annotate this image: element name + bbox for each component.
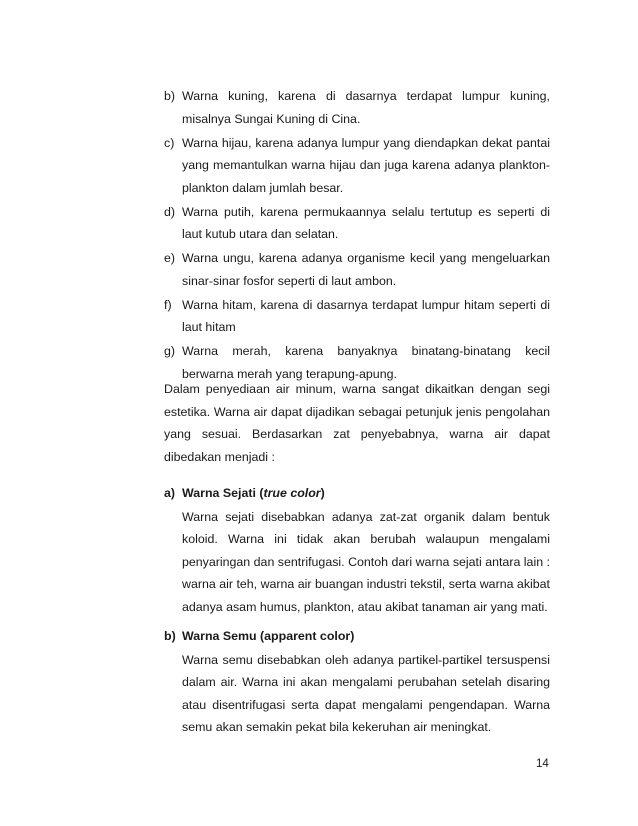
section-title	[182, 482, 325, 505]
page-number: 14	[536, 758, 549, 770]
list-item	[164, 294, 550, 339]
section-apparent-color	[164, 625, 550, 739]
list-item	[164, 247, 550, 292]
list-marker: f)	[164, 297, 172, 312]
list-item-text: Warna hijau, karena adanya lumpur yang diendapkan dekat pantai yang memantulkan warna hijau dan juga karena adanya plankton-plankton dalam jumlah besar.	[182, 135, 550, 195]
list-item	[164, 132, 550, 200]
list-item-text: Warna kuning, karena di dasarnya terdapat lumpur kuning, misalnya Sungai Kuning di Cina.	[182, 89, 550, 126]
intro-paragraph: Dalam penyediaan air minum, warna sangat dikaitkan dengan segi estetika. Warna air dapat dijadikan sebagai petunjuk jenis pengolahan yang sesuai. Berdasarkan zat penyebabnya, warna air dapat dibedakan menjadi :	[164, 382, 550, 464]
list-item-text: Warna putih, karena permukaannya selalu tertutup es seperti di laut kutub utara dan selatan.	[182, 204, 550, 241]
list-marker: b)	[164, 89, 176, 103]
section-body: Warna semu disebabkan oleh adanya partikel-partikel tersuspensi dalam air. Warna ini akan mengalami perubahan setelah disaring atau disentrifugasi serta dapat mengalami pengendapan. Warna semu akan semakin pekat bila kekeruhan air meningkat.	[182, 652, 550, 734]
list-item-text: Warna ungu, karena adanya organisme kecil yang mengeluarkan sinar-sinar fosfor seperti di laut ambon.	[182, 251, 550, 288]
list-marker: c)	[164, 135, 175, 150]
list-item	[164, 201, 550, 246]
section-marker: b)	[164, 629, 176, 643]
section-marker: a)	[164, 486, 176, 500]
list-marker: d)	[164, 204, 176, 219]
section-body: Warna sejati disebabkan adanya zat-zat organik dalam bentuk koloid. Warna ini tidak akan berubah walaupun mengalami penyaringan dan sentrifugasi. Contoh dari warna sejati antara lain : warna air teh, warna air buangan industri tekstil, serta warna akibat adanya asam humus, plankton, atau akibat tanaman air yang mati.	[182, 509, 550, 614]
section-title: Warna Semu (apparent color)	[182, 629, 355, 643]
list-item-text: Warna merah, karena banyaknya binatang-binatang kecil berwarna merah yang terapung-apung.	[182, 344, 550, 381]
list-item-text: Warna hitam, karena di dasarnya terdapat lumpur hitam seperti di laut hitam	[182, 297, 550, 334]
section-true-color	[164, 482, 550, 618]
section-title-prefix: Warna Sejati (	[182, 486, 264, 500]
list-marker: g)	[164, 344, 176, 358]
section-heading	[164, 625, 550, 648]
list-item	[164, 85, 550, 130]
section-heading	[164, 482, 550, 505]
list-marker: e)	[164, 251, 176, 265]
section-title-italic: true color	[263, 486, 321, 500]
section-title-suffix: )	[320, 486, 325, 500]
color-list	[164, 85, 550, 387]
